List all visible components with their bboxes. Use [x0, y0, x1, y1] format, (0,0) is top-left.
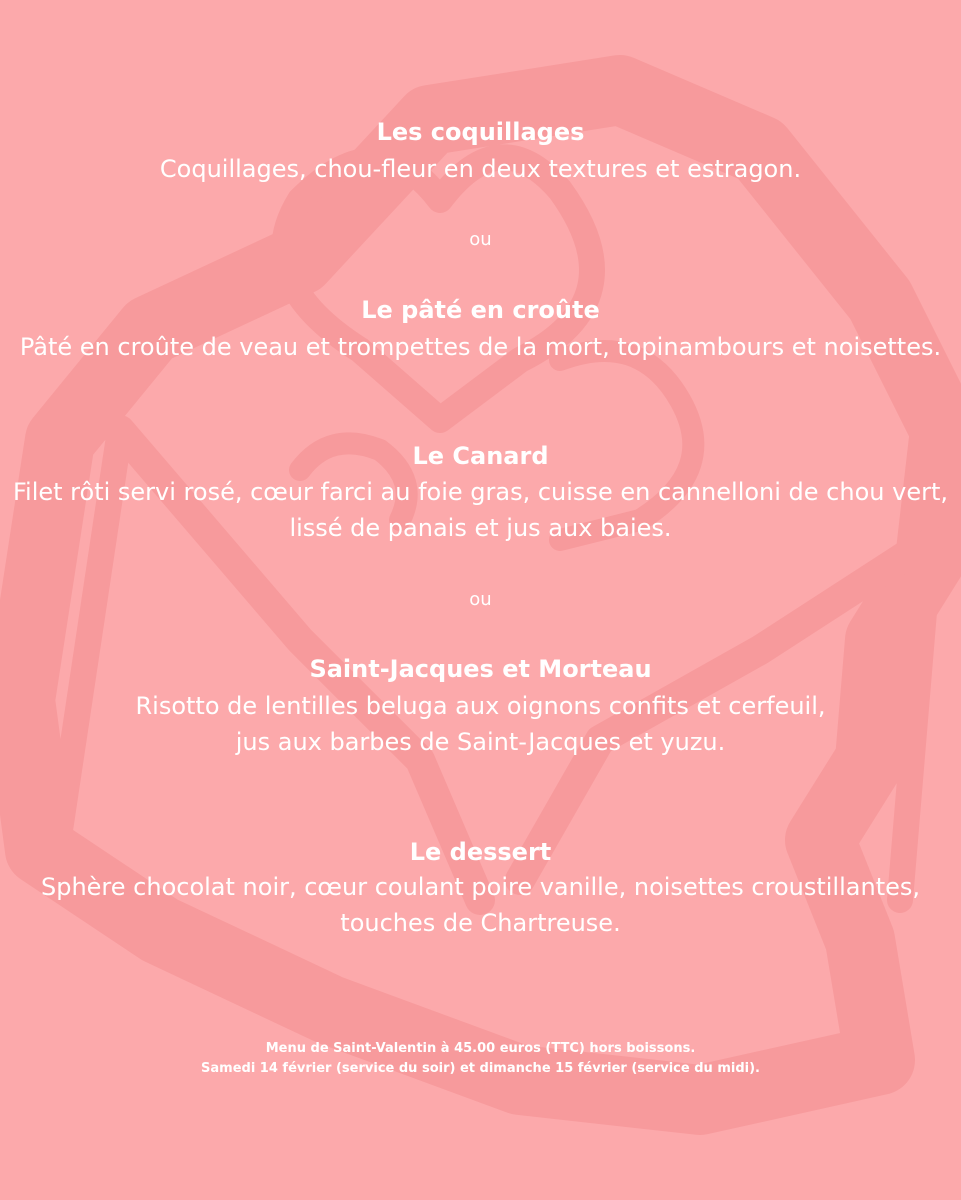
- menu-price-note: Menu de Saint-Valentin à 45.00 euros (TTC) hors boissons.: [265, 1041, 696, 1056]
- course-description: Filet rôti servi rosé, cœur farci au foie gras, cuisse en cannelloni de chou vert,: [12, 478, 948, 506]
- course-description: Risotto de lentilles beluga aux oignons confits et cerfeuil,: [135, 692, 826, 720]
- course-title: Les coquillages: [376, 118, 585, 146]
- course-description: Pâté en croûte de veau et trompettes de la mort, topinambours et noisettes.: [19, 333, 942, 361]
- course-title: Le dessert: [409, 838, 552, 866]
- course-title: Le pâté en croûte: [361, 296, 600, 324]
- course-description: touches de Chartreuse.: [340, 909, 621, 937]
- course-description: jus aux barbes de Saint-Jacques et yuzu.: [235, 728, 726, 756]
- course-description: Sphère chocolat noir, cœur coulant poire vanille, noisettes croustillantes,: [40, 873, 920, 901]
- course-title: Saint-Jacques et Morteau: [309, 655, 652, 683]
- separator-ou: ou: [469, 589, 492, 610]
- course-description: lissé de panais et jus aux baies.: [289, 514, 672, 542]
- course-title: Le Canard: [412, 442, 549, 470]
- menu-dates-note: Samedi 14 février (service du soir) et dimanche 15 février (service du midi).: [201, 1061, 760, 1076]
- separator-ou: ou: [469, 229, 492, 250]
- course-description: Coquillages, chou-fleur en deux textures et estragon.: [159, 155, 802, 183]
